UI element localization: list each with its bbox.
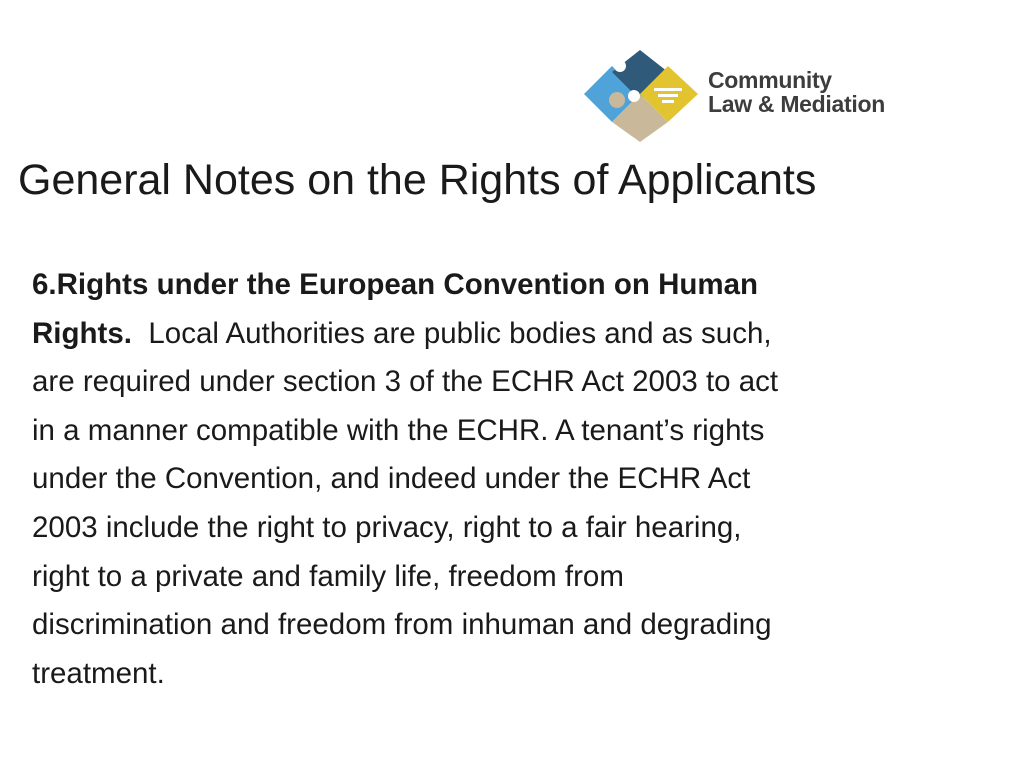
body-line-2	[32, 310, 1017, 359]
body-line-7: right to a private and family life, freedom from	[32, 559, 624, 593]
logo-mark-icon	[584, 48, 698, 142]
body-line-2-text: Local Authorities are public bodies and as such,	[148, 316, 772, 350]
body-line-8: discrimination and freedom from inhuman and degrading	[32, 608, 772, 642]
body-line-5: under the Convention, and indeed under the ECHR Act	[32, 462, 751, 496]
body-line-9: treatment.	[32, 656, 165, 690]
body-line-4: in a manner compatible with the ECHR. A tenant’s rights	[32, 413, 765, 447]
section-heading-part-1: 6.Rights under the European Convention on Human	[32, 268, 759, 301]
logo-line-2: Law & Mediation	[708, 91, 885, 117]
slide-body	[32, 261, 1017, 698]
section-heading-part-2: Rights.	[32, 316, 132, 350]
community-law-mediation-logo	[584, 48, 929, 142]
logo-wordmark	[708, 68, 885, 116]
logo-line-1: Community	[708, 67, 832, 93]
body-line-1	[32, 261, 1017, 310]
body-line-3: are required under section 3 of the ECHR Act 2003 to act	[32, 365, 779, 399]
slide-title: General Notes on the Rights of Applicants	[18, 156, 817, 204]
body-line-6: 2003 include the right to privacy, right to a fair hearing,	[32, 510, 742, 544]
